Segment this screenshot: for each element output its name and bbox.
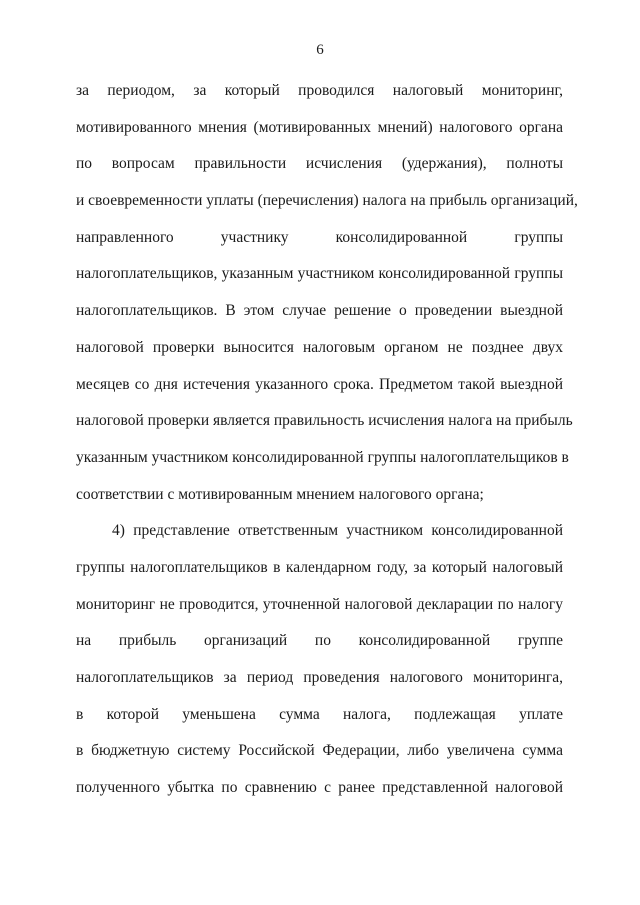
- page-number: 6: [316, 42, 324, 58]
- text-line: налогоплательщиков за период проведения налогового мониторинга,: [76, 669, 563, 686]
- text-line: в которой уменьшена сумма налога, подлежащая уплате: [76, 705, 563, 723]
- text-line: 4) представление ответственным участником консолидированной: [112, 522, 563, 540]
- document-body: [76, 78, 578, 812]
- text-line: за периодом, за который проводился налоговый мониторинг,: [76, 82, 563, 99]
- text-line: налоговой проверки является правильность исчисления налога на прибыль: [76, 412, 573, 430]
- paragraph-2: [76, 518, 563, 812]
- text-line: полученного убытка по сравнению с ранее представленной налоговой: [76, 779, 563, 797]
- text-line: налоговой проверки выносится налоговым органом не позднее двух: [76, 338, 563, 356]
- text-line: налогоплательщиков, указанным участником консолидированной группы: [76, 265, 563, 283]
- text-line: указанным участником консолидированной группы налогоплательщиков в: [76, 448, 569, 466]
- text-line: мотивированного мнения (мотивированных мнений) налогового органа: [76, 118, 563, 136]
- text-line: по вопросам правильности исчисления (удержания), полноты: [76, 155, 563, 173]
- text-line: в бюджетную систему Российской Федерации, либо увеличена сумма: [76, 742, 563, 760]
- text-line: соответствии с мотивированным мнением налогового органа;: [76, 485, 484, 503]
- text-line: и своевременности уплаты (перечисления) налога на прибыль организаций,: [76, 192, 578, 210]
- text-line: направленного участнику консолидированной группы: [76, 228, 563, 246]
- paragraph-1: [76, 78, 578, 518]
- text-line: на прибыль организаций по консолидированной группе: [76, 632, 563, 650]
- text-line: группы налогоплательщиков в календарном году, за который налоговый: [76, 558, 563, 576]
- text-line: налогоплательщиков. В этом случае решение о проведении выездной: [76, 302, 563, 320]
- text-line: месяцев со дня истечения указанного срока. Предметом такой выездной: [76, 375, 563, 393]
- text-line: мониторинг не проводится, уточненной налоговой декларации по налогу: [76, 595, 563, 613]
